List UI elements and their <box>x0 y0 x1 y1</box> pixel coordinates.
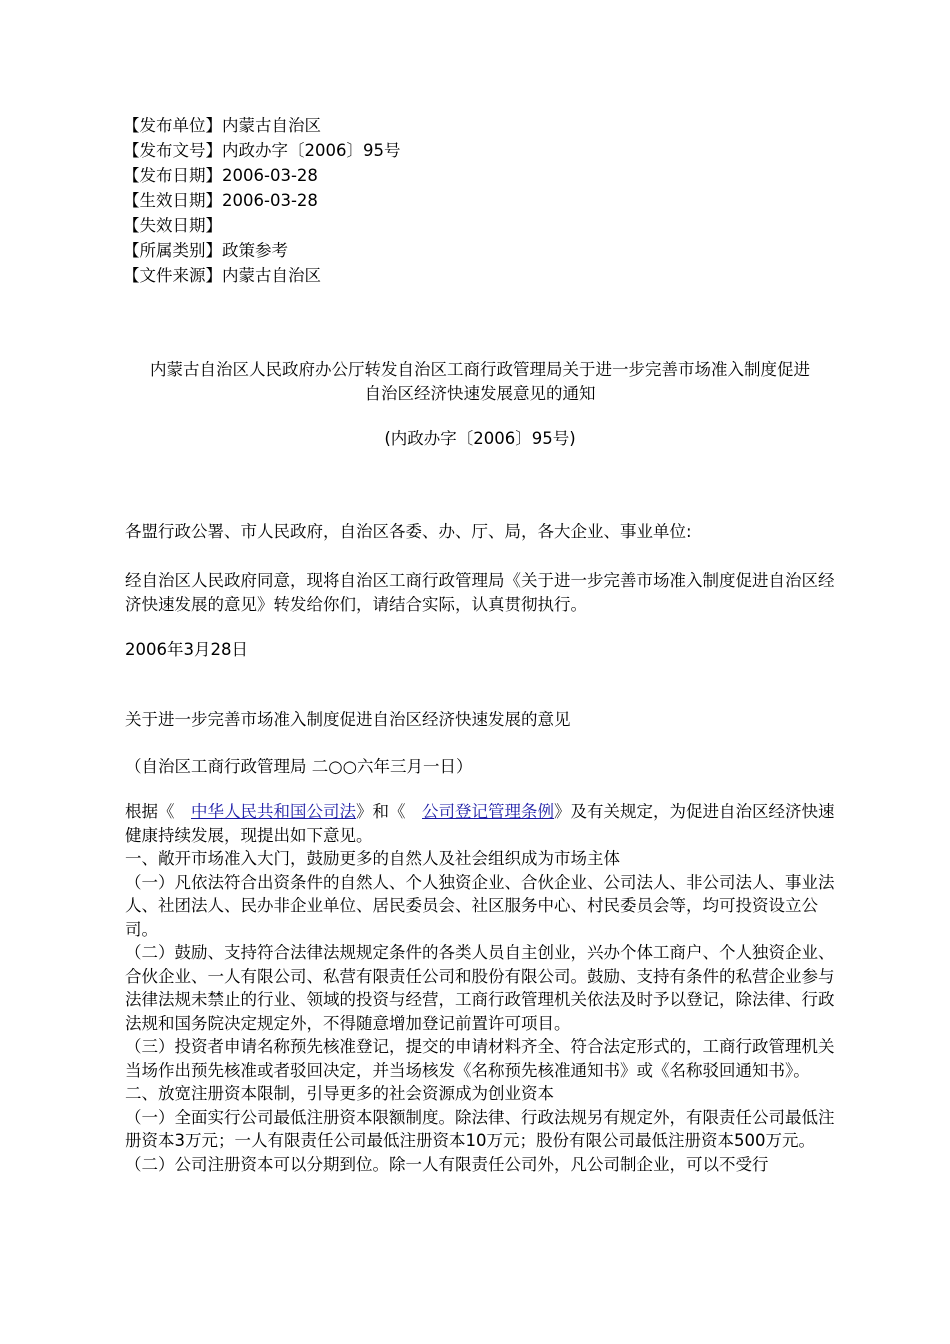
metadata-block <box>123 113 401 288</box>
notice-title-line2: 自治区经济快速发展意见的通知 <box>364 384 596 403</box>
section2-item2: （二）公司注册资本可以分期到位。除一人有限责任公司外，凡公司制企业，可以不受行 <box>125 1154 769 1174</box>
notice-date: 2006年3月28日 <box>125 640 248 659</box>
section1-item2: （二）鼓励、支持符合法律法规规定条件的各类人员自主创业，兴办个体工商户、个人独资企业、合伙企业、一人有限公司、私营有限责任公司和股份有限公司。鼓励、支持有条件的私营企业参与法律法规未禁止的行业、领域的投资与经营，工商行政管理机关依法及时予以登记，除法律、行政法规和国务院决定规定外，不得随意增加登记前置许可项目。 <box>125 943 835 1033</box>
meta-issue-date: 【发布日期】2006-03-28 <box>123 166 318 185</box>
intro-prefix: 根据《 <box>125 802 191 821</box>
notice-title <box>110 358 850 406</box>
meta-expiry-date: 【失效日期】 <box>123 216 222 235</box>
registration-regulation-link[interactable]: 公司登记管理条例 <box>422 802 554 821</box>
section2-heading: 二、放宽注册资本限制，引导更多的社会资源成为创业资本 <box>125 1084 554 1103</box>
notice-addressees: 各盟行政公署、市人民政府，自治区各委、办、厅、局，各大企业、事业单位: <box>125 522 692 541</box>
intro-mid: 》和《 <box>356 802 422 821</box>
company-law-link[interactable]: 中华人民共和国公司法 <box>191 802 356 821</box>
opinion-content <box>125 800 837 1176</box>
opinion-title: 关于进一步完善市场准入制度促进自治区经济快速发展的意见 <box>125 710 571 729</box>
meta-category: 【所属类别】政策参考 <box>123 241 288 260</box>
section2-item1: （一）全面实行公司最低注册资本限额制度。除法律、行政法规另有规定外，有限责任公司最低注册资本3万元；一人有限责任公司最低注册资本10万元；股份有限公司最低注册资本500万元。 <box>125 1107 835 1150</box>
intro-suffix: 》及有关规定，为促进自治区经济快速健康持续发展，现提出如下意见。 <box>125 802 835 845</box>
opinion-intro <box>125 800 837 847</box>
opinion-subtitle: （自治区工商行政管理局 二○○六年三月一日） <box>125 757 473 776</box>
meta-source: 【文件来源】内蒙古自治区 <box>123 266 321 285</box>
section1-item1: （一）凡依法符合出资条件的自然人、个人独资企业、合伙企业、公司法人、非公司法人、事业法人、社团法人、民办非企业单位、居民委员会、社区服务中心、村民委员会等，均可投资设立公司。 <box>125 872 835 939</box>
notice-body: 经自治区人民政府同意，现将自治区工商行政管理局《关于进一步完善市场准入制度促进自治区经济快速发展的意见》转发给你们，请结合实际，认真贯彻执行。 <box>125 571 835 614</box>
notice-title-line1: 内蒙古自治区人民政府办公厅转发自治区工商行政管理局关于进一步完善市场准入制度促进 <box>150 360 810 379</box>
section1-item3: （三）投资者申请名称预先核准登记，提交的申请材料齐全、符合法定形式的，工商行政管理机关当场作出预先核准或者驳回决定，并当场核发《名称预先核准通知书》或《名称驳回通知书》。 <box>125 1037 835 1080</box>
meta-issuer: 【发布单位】内蒙古自治区 <box>123 116 321 135</box>
section1-heading: 一、敞开市场准入大门，鼓励更多的自然人及社会组织成为市场主体 <box>125 849 620 868</box>
notice-doc-number: (内政办字〔2006〕95号) <box>384 429 576 448</box>
meta-doc-number: 【发布文号】内政办字〔2006〕95号 <box>123 141 401 160</box>
meta-effective-date: 【生效日期】2006-03-28 <box>123 191 318 210</box>
